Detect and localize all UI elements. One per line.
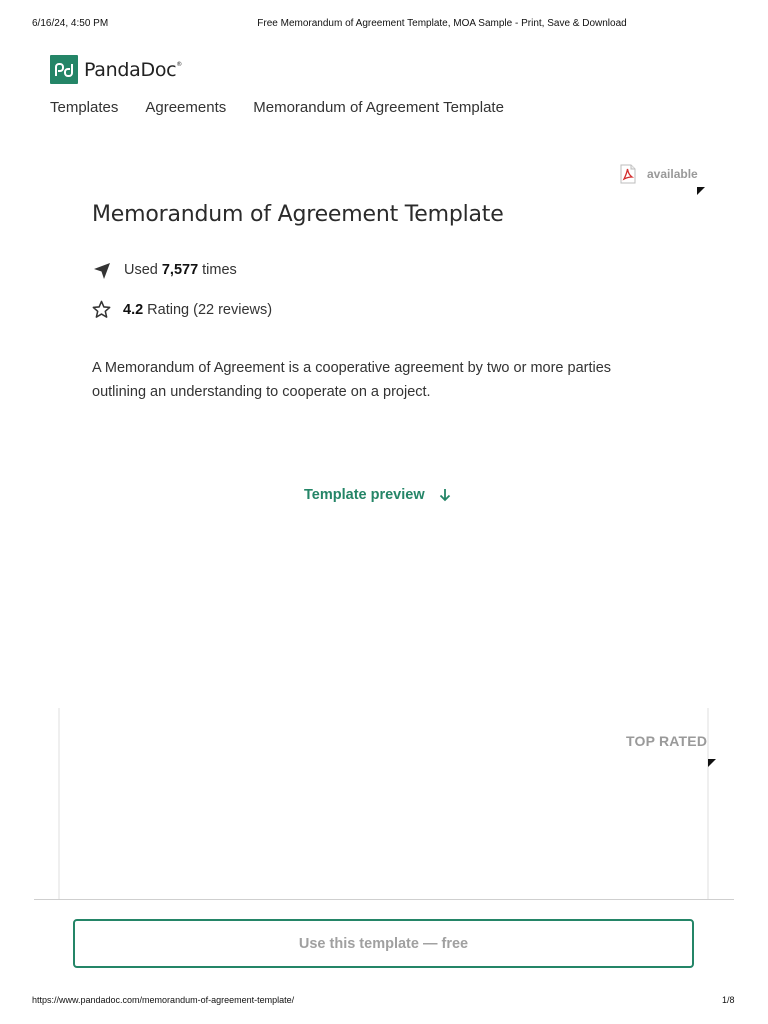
print-page-title: Free Memorandum of Agreement Template, MOA Sample - Print, Save & Download — [257, 18, 627, 29]
top-rated-label: TOP RATED — [626, 733, 708, 749]
rating-value: 4.2 — [123, 301, 144, 318]
template-preview-link[interactable] — [304, 487, 452, 503]
pdf-available-badge — [618, 164, 698, 184]
used-suffix: times — [202, 262, 237, 278]
print-page-number: 1/8 — [722, 995, 735, 1005]
rating — [92, 300, 272, 319]
rating-text: Rating (22 reviews) — [147, 301, 273, 318]
cta-divider — [34, 899, 734, 900]
used-prefix: Used — [124, 262, 158, 278]
corner-mark — [697, 187, 705, 195]
corner-mark — [708, 759, 716, 767]
logo-text: PandaDoc® — [84, 58, 182, 81]
usage-count — [92, 260, 237, 280]
pandadoc-logo[interactable] — [50, 55, 182, 84]
print-date: 6/16/24, 4:50 PM — [32, 18, 109, 29]
use-template-button[interactable]: Use this template — free — [73, 919, 694, 968]
breadcrumb-templates[interactable]: Templates — [50, 99, 119, 116]
preview-card-edge-left — [58, 708, 60, 900]
breadcrumb — [50, 99, 531, 116]
breadcrumb-current[interactable]: Memorandum of Agreement Template — [253, 99, 504, 116]
arrow-down-icon — [438, 488, 452, 502]
breadcrumb-agreements[interactable]: Agreements — [145, 99, 227, 116]
template-description: A Memorandum of Agreement is a cooperative agreement by two or more parties outlining an understanding to cooperate on a project. — [92, 360, 612, 400]
page-title: Memorandum of Agreement Template — [92, 202, 504, 227]
pandadoc-logo-icon — [50, 55, 78, 84]
send-icon — [92, 260, 112, 280]
preview-card-edge-right — [707, 708, 709, 900]
pdf-available-label: available — [647, 167, 698, 181]
star-icon — [92, 300, 111, 319]
template-preview-label: Template preview — [304, 487, 425, 503]
used-count: 7,577 — [161, 262, 199, 278]
pdf-icon — [618, 164, 638, 184]
print-url: https://www.pandadoc.com/memorandum-of-agreement-template/ — [32, 995, 295, 1005]
